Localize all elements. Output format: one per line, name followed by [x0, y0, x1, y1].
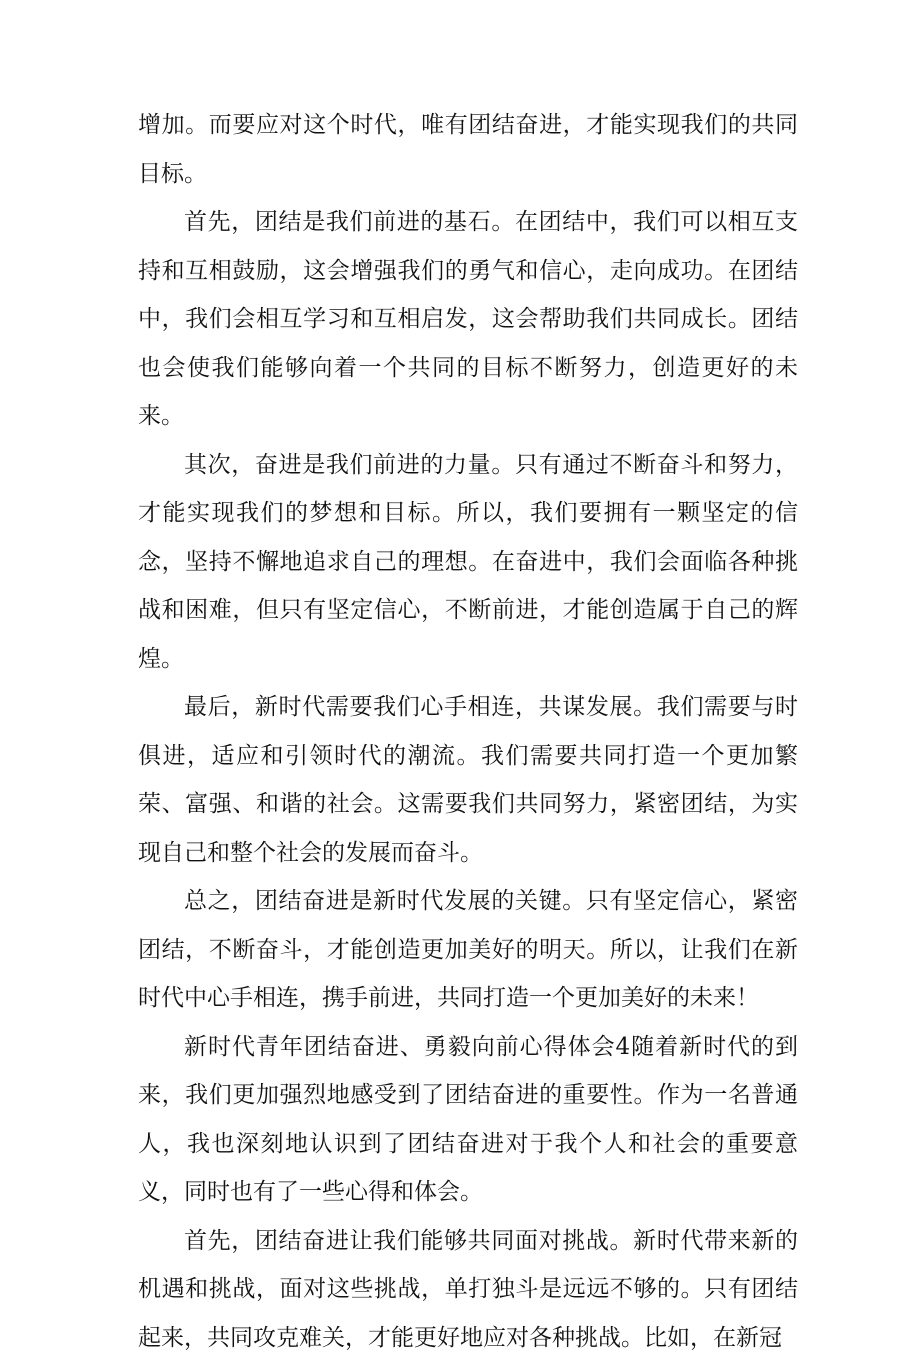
- paragraph-striving-power: 其次，奋进是我们前进的力量。只有通过不断奋斗和努力，才能实现我们的梦想和目标。所以，我们要拥有一颗坚定的信念，坚持不懈地追求自己的理想。在奋进中，我们会面临各种挑战和困难，但只有坚定信心，不断前进，才能创造属于自己的辉煌。: [138, 441, 798, 684]
- paragraph-new-era-development: 最后，新时代需要我们心手相连，共谋发展。我们需要与时俱进，适应和引领时代的潮流。我们需要共同打造一个更加繁荣、富强、和谐的社会。这需要我们共同努力，紧密团结，为实现自己和整个社会的发展而奋斗。: [138, 683, 798, 877]
- paragraph-facing-challenges: 首先，团结奋进让我们能够共同面对挑战。新时代带来新的机遇和挑战，面对这些挑战，单打独斗是远远不够的。只有团结起来，共同攻克难关，才能更好地应对各种挑战。比如，在新冠: [138, 1217, 798, 1362]
- paragraph-continued: 增加。而要应对这个时代，唯有团结奋进，才能实现我们的共同目标。: [138, 101, 798, 198]
- document-body: [138, 101, 798, 1362]
- paragraph-essay-4-intro: 新时代青年团结奋进、勇毅向前心得体会4随着新时代的到来，我们更加强烈地感受到了团结奋进的重要性。作为一名普通人，我也深刻地认识到了团结奋进对于我个人和社会的重要意义，同时也有了一些心得和体会。: [138, 1023, 798, 1217]
- paragraph-unity-foundation: 首先，团结是我们前进的基石。在团结中，我们可以相互支持和互相鼓励，这会增强我们的勇气和信心，走向成功。在团结中，我们会相互学习和互相启发，这会帮助我们共同成长。团结也会使我们能够向着一个共同的目标不断努力，创造更好的未来。: [138, 198, 798, 441]
- paragraph-conclusion: 总之，团结奋进是新时代发展的关键。只有坚定信心，紧密团结，不断奋斗，才能创造更加美好的明天。所以，让我们在新时代中心手相连，携手前进，共同打造一个更加美好的未来！: [138, 877, 798, 1023]
